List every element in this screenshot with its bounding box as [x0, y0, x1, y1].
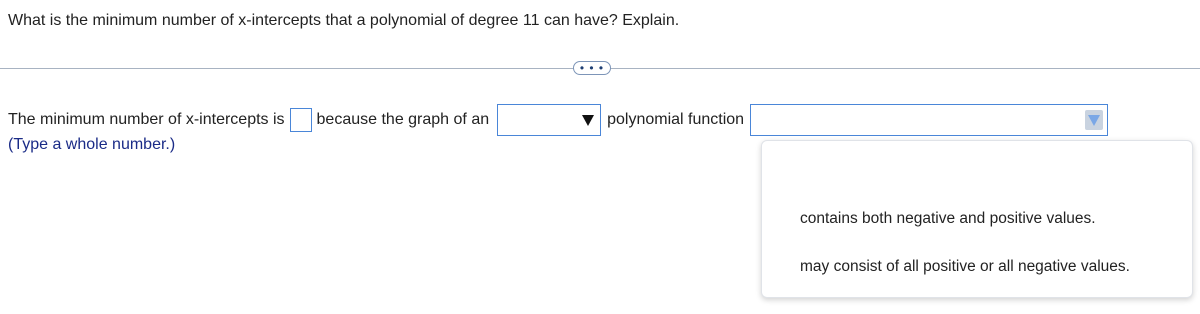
answer-text-part1: The minimum number of x-intercepts is: [8, 111, 285, 128]
range-behavior-dropdown[interactable]: [750, 104, 1108, 136]
answer-text-part2: because the graph of an: [316, 111, 490, 128]
range-behavior-options-menu: [761, 140, 1193, 298]
degree-parity-dropdown[interactable]: [497, 104, 601, 136]
answer-line: [8, 104, 1108, 136]
menu-option-both-values[interactable]: contains both negative and positive values.: [800, 210, 1096, 227]
question-text: What is the minimum number of x-intercepts that a polynomial of degree 11 can have? Explain.: [8, 12, 680, 29]
min-intercepts-input[interactable]: [290, 108, 312, 132]
expand-more-button[interactable]: • • •: [573, 61, 611, 75]
triangle-down-icon[interactable]: [582, 115, 594, 126]
input-hint: (Type a whole number.): [8, 136, 176, 153]
triangle-down-icon[interactable]: [1085, 110, 1103, 130]
menu-option-all-one-sign[interactable]: may consist of all positive or all negative values.: [800, 258, 1130, 275]
answer-text-part3: polynomial function: [607, 111, 745, 128]
